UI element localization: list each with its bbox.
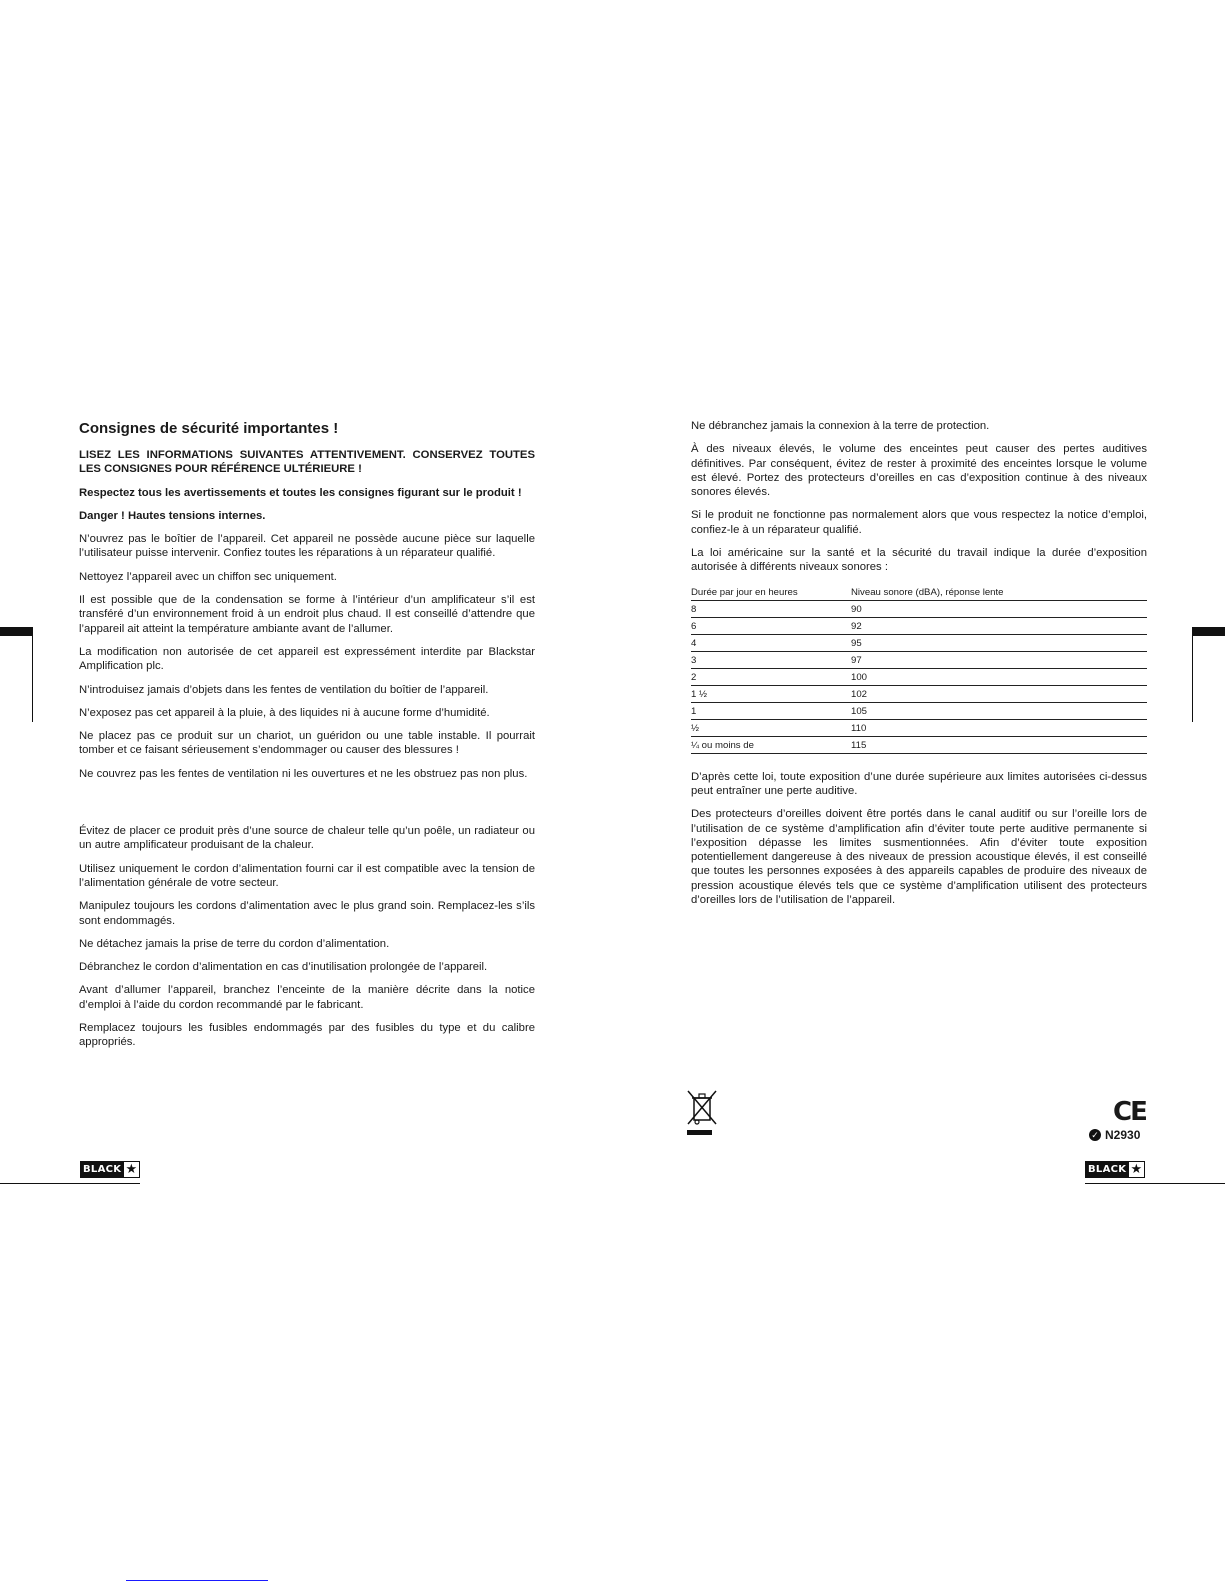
right-edge-tab (1192, 627, 1225, 636)
paragraph: Ne détachez jamais la prise de terre du cordon d’alimentation. (79, 937, 390, 950)
paragraph: Si le produit ne fonctionne pas normalement alors que vous respectez la notice d’emploi, confiez-le à un réparateur qualifié. (691, 509, 1147, 536)
cell-level: 110 (851, 719, 1147, 736)
cell-level: 97 (851, 651, 1147, 668)
paragraph: Ne couvrez pas les fentes de ventilation ni les ouvertures et ne les obstruez pas non plus. (79, 767, 528, 780)
cell-level: 100 (851, 668, 1147, 685)
cell-hours: 3 (691, 651, 851, 668)
table-row (691, 668, 1147, 685)
exposure-table (691, 584, 1147, 754)
cell-level: 90 (851, 600, 1147, 617)
cell-hours: 8 (691, 600, 851, 617)
cell-level: 115 (851, 736, 1147, 753)
left-edge-tab (0, 627, 33, 636)
lead-warnings: Respectez tous les avertissements et toutes les consignes figurant sur le produit ! (79, 486, 522, 499)
cell-hours: 1 (691, 702, 851, 719)
cell-hours: 4 (691, 634, 851, 651)
ctick-mark (1089, 1128, 1140, 1142)
weee-bin-icon (687, 1090, 717, 1136)
table-row (691, 651, 1147, 668)
lead-danger: Danger ! Hautes tensions internes. (79, 509, 266, 522)
paragraph: Utilisez uniquement le cordon d’alimentation fourni car il est compatible avec la tension de l’alimentation générale de votre secteur. (79, 862, 535, 889)
paragraph: Ne placez pas ce produit sur un chariot, un guéridon ou une table instable. Il pourrait tomber et ce faisant sérieusement s’endommager ou causer des blessures ! (79, 730, 535, 757)
cell-hours: ½ (691, 719, 851, 736)
paragraph: La modification non autorisée de cet appareil est expressément interdite par Blackstar Amplification plc. (79, 645, 535, 673)
paragraph: N’ouvrez pas le boîtier de l’appareil. Cet appareil ne possède aucune pièce sur laquelle l’utilisateur puisse intervenir. Confiez toutes les réparations à un réparateur qualifié. (79, 533, 535, 560)
left-paragraphs-a (79, 532, 535, 781)
right-column (691, 419, 1147, 916)
cell-hours: 6 (691, 617, 851, 634)
footer-rule-right (1085, 1183, 1225, 1184)
cell-level: 105 (851, 702, 1147, 719)
paragraph: Nettoyez l’appareil avec un chiffon sec uniquement. (79, 570, 337, 583)
footer-rule-left (0, 1183, 140, 1184)
right-edge-line (1192, 636, 1193, 722)
right-paragraphs-a (691, 419, 1147, 575)
table-row (691, 600, 1147, 617)
table-row (691, 634, 1147, 651)
paragraph: Manipulez toujours les cordons d’alimentation avec le plus grand soin. Remplacez-les s’ils sont endommagés. (79, 900, 535, 927)
paragraph: À des niveaux élevés, le volume des enceintes peut causer des pertes auditives définitives. Par conséquent, évitez de rester à proximité des enceintes lorsque le volume est élevé. Portez des protecteurs d’oreilles en cas d’exposition continue à des niveaux sonores élevés. (691, 443, 1147, 499)
table-header-row (691, 584, 1147, 601)
lead-instruction: LISEZ LES INFORMATIONS SUIVANTES ATTENTIVEMENT. CONSERVEZ TOUTES LES CONSIGNES POUR RÉFÉRENCE ULTÉRIEURE ! (79, 449, 535, 476)
ctick-code: N2930 (1105, 1128, 1141, 1142)
paragraph: N’exposez pas cet appareil à la pluie, à des liquides ni à aucune forme d’humidité. (79, 706, 490, 719)
star-icon: ★ (1128, 1161, 1145, 1178)
table-row (691, 685, 1147, 702)
cell-level: 102 (851, 685, 1147, 702)
paragraph: Remplacez toujours les fusibles endommagés par des fusibles du type et du calibre appropriés. (79, 1022, 535, 1049)
cell-hours: 2 (691, 668, 851, 685)
table-body (691, 600, 1147, 753)
table-row (691, 702, 1147, 719)
paragraph: Des protecteurs d’oreilles doivent être portés dans le canal auditif ou sur l’oreille lors de l’utilisation de ce système d’amplification afin d’éviter toute perte auditive permanente si l’exposition dépasse les limites susmentionnées. Afin d’éviter toute exposition potentiellement dangereuse à des niveaux de pression acoustique élevés, il est conseillé que toutes les personnes exposées à des appareils capables de produire des niveaux de pression acoustique élevés tels que ce système d’amplification utilisent des protecteurs d’oreilles lors de l’utilisation de l’appareil. (691, 808, 1147, 907)
cell-level: 95 (851, 634, 1147, 651)
cell-hours: ¼ ou moins de (691, 736, 851, 753)
star-icon: ★ (123, 1161, 140, 1178)
spacer (79, 790, 535, 824)
bottom-link-underline (126, 1580, 268, 1581)
cell-hours: 1 ½ (691, 685, 851, 702)
paragraph: Débranchez le cordon d’alimentation en cas d’inutilisation prolongée de l’appareil. (79, 961, 488, 974)
col-header-hours: Durée par jour en heures (691, 584, 851, 601)
paragraph: N’introduisez jamais d’objets dans les fentes de ventilation du boîtier de l’appareil. (79, 683, 489, 696)
ctick-icon: ✓ (1089, 1129, 1101, 1141)
left-edge-line (32, 636, 33, 722)
cell-level: 92 (851, 617, 1147, 634)
table-row (691, 719, 1147, 736)
paragraph: La loi américaine sur la santé et la sécurité du travail indique la durée d’exposition autorisée à différents niveaux sonores : (691, 547, 1147, 574)
col-header-level: Niveau sonore (dBA), réponse lente (851, 584, 1147, 601)
paragraph: Évitez de placer ce produit près d’une source de chaleur telle qu’un poêle, un radiateur ou un autre amplificateur produisant de la chaleur. (79, 825, 535, 852)
paragraph: Avant d’allumer l’appareil, branchez l’enceinte de la manière décrite dans la notice d’emploi à l’aide du cordon recommandé par le fabricant. (79, 984, 535, 1011)
table-row (691, 617, 1147, 634)
left-paragraphs-b (79, 824, 535, 1050)
ce-mark: CE (1113, 1097, 1146, 1127)
logo-text: BLACK (1088, 1164, 1127, 1175)
page-title: Consignes de sécurité importantes ! (79, 420, 339, 437)
paragraph: Il est possible que de la condensation se forme à l’intérieur d’un amplificateur s’il est transféré d’un environnement froid à un endroit plus chaud. Il est conseillé d’attendre que l’appareil ait atteint la température ambiante avant de l’allumer. (79, 594, 535, 635)
table-row (691, 736, 1147, 753)
right-paragraphs-b (691, 770, 1147, 908)
paragraph: Ne débranchez jamais la connexion à la terre de protection. (691, 420, 990, 432)
logo-text: BLACK (83, 1164, 122, 1175)
blackstar-logo-left (80, 1161, 140, 1178)
blackstar-logo-right (1085, 1161, 1145, 1178)
left-column (79, 419, 535, 1059)
paragraph: D’après cette loi, toute exposition d’une durée supérieure aux limites autorisées ci-dessus peut entraîner une perte auditive. (691, 770, 1147, 797)
